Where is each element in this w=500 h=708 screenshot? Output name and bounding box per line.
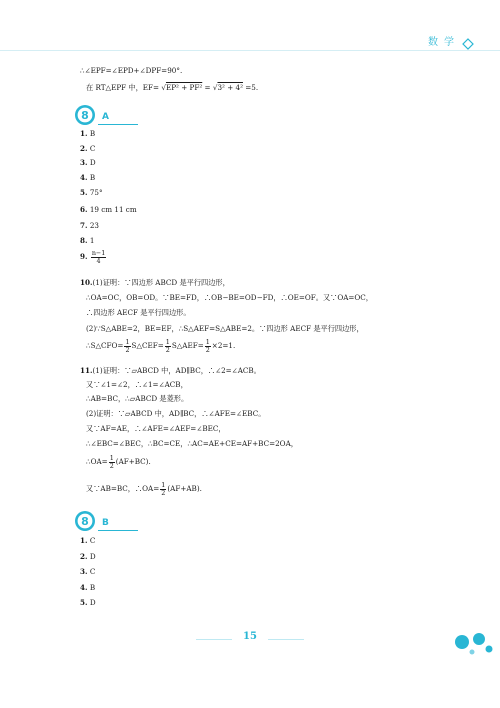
answer-item: 2. D — [80, 552, 96, 561]
solution-line: ∴OA=OC，OB=OD。∵BE=FD，∴OB−BE=OD−FD，∴OE=OF。又∵OA=OC， — [86, 293, 373, 302]
solution-line: 11.(1)证明：∵▱ABCD 中，AD∥BC，∴∠2=∠ACB。 — [80, 366, 261, 375]
answer-item: 1. B — [80, 129, 96, 138]
sqrt-expression: √3² + 4² — [212, 83, 243, 92]
badge-number: 8 — [81, 515, 89, 529]
page-number-rule — [268, 639, 304, 640]
solution-line: 又∵∠1=∠2，∴∠1=∠ACB， — [86, 380, 188, 389]
answer-item: 1. C — [80, 536, 96, 545]
fraction: $\frac{1}{2}$ — [165, 338, 170, 354]
answer-item: 6. 19 cm 11 cm — [80, 205, 137, 214]
badge-letter: B — [102, 518, 109, 528]
solution-line: ∴AB=BC，∴▱ABCD 是菱形。 — [86, 394, 189, 403]
solution-line: (2)证明：∵▱ABCD 中，AD∥BC，∴∠AFE=∠EBC。 — [86, 409, 266, 418]
page-number: 15 — [243, 631, 257, 642]
gear-badge-icon — [74, 104, 96, 126]
solution-line: ∴四边形 AECF 是平行四边形。 — [86, 308, 191, 317]
diamond-icon — [462, 38, 474, 50]
fraction: $\frac{1}{2}$ — [205, 338, 210, 354]
sqrt-expression: √EP² + PF² — [161, 83, 203, 92]
answer-item: 4. B — [80, 583, 96, 592]
fraction: $\frac{1}{2}$ — [109, 454, 114, 470]
badge-letter: A — [102, 112, 109, 122]
answer-item: 5. D — [80, 598, 96, 607]
gear-badge-icon — [74, 510, 96, 532]
solution-line: (2)∵S△ABE=2，BE=EF，∴S△AEF=S△ABE=2。∵四边形 AECF 是平行四边形， — [86, 324, 364, 333]
badge-underline — [98, 530, 138, 531]
answer-item: 3. C — [80, 567, 96, 576]
answer-item: 4. B — [80, 173, 96, 182]
badge-number: 8 — [81, 109, 89, 123]
fraction: $\frac{1}{2}$ — [125, 338, 130, 354]
answer-item: 8. 1 — [80, 236, 95, 245]
solution-line: 又∵AF=AE，∴∠AFE=∠AEF=∠BEC， — [86, 424, 226, 433]
answer-item: 5. 75° — [80, 188, 103, 197]
solution-line: ∴OA= $\frac{1}{2}$ (AF+BC). — [86, 454, 151, 470]
header-divider — [0, 50, 500, 51]
answer-item: 9. $\frac{n-1}{4}$ — [80, 249, 106, 265]
solution-line: ∴S△CFO= $\frac{1}{2}$ S△CEF= $\frac{1}{2}$ S△AEF= $\frac{1}{2}$ ×2=1. — [86, 338, 236, 354]
solution-line: ∴∠EBC=∠BEC，∴BC=CE，∴AC=AE+CE=AF+BC=2OA， — [86, 439, 298, 448]
solution-line: 又∵AB=BC，∴OA= $\frac{1}{2}$ (AF+AB). — [86, 481, 202, 497]
answer-item: 2. C — [80, 144, 96, 153]
solution-line: 10.(1)证明：∵四边形 ABCD 是平行四边形， — [80, 278, 230, 287]
badge-underline — [98, 124, 138, 125]
answer-item: 3. D — [80, 158, 96, 167]
fraction: $\frac{n-1}{4}$ — [91, 249, 106, 265]
answer-item: 7. 23 — [80, 221, 99, 230]
subject-title: 数学 — [428, 37, 460, 48]
text-line: ∴∠EPF=∠EPD+∠DPF=90°. — [80, 66, 183, 75]
fraction: $\frac{1}{2}$ — [161, 481, 166, 497]
text-line: 在 RT△EPF 中，EF= √EP² + PF² = √3² + 4² =5. — [86, 83, 259, 92]
decorative-dots-icon — [452, 630, 496, 660]
page-number-rule — [196, 639, 232, 640]
